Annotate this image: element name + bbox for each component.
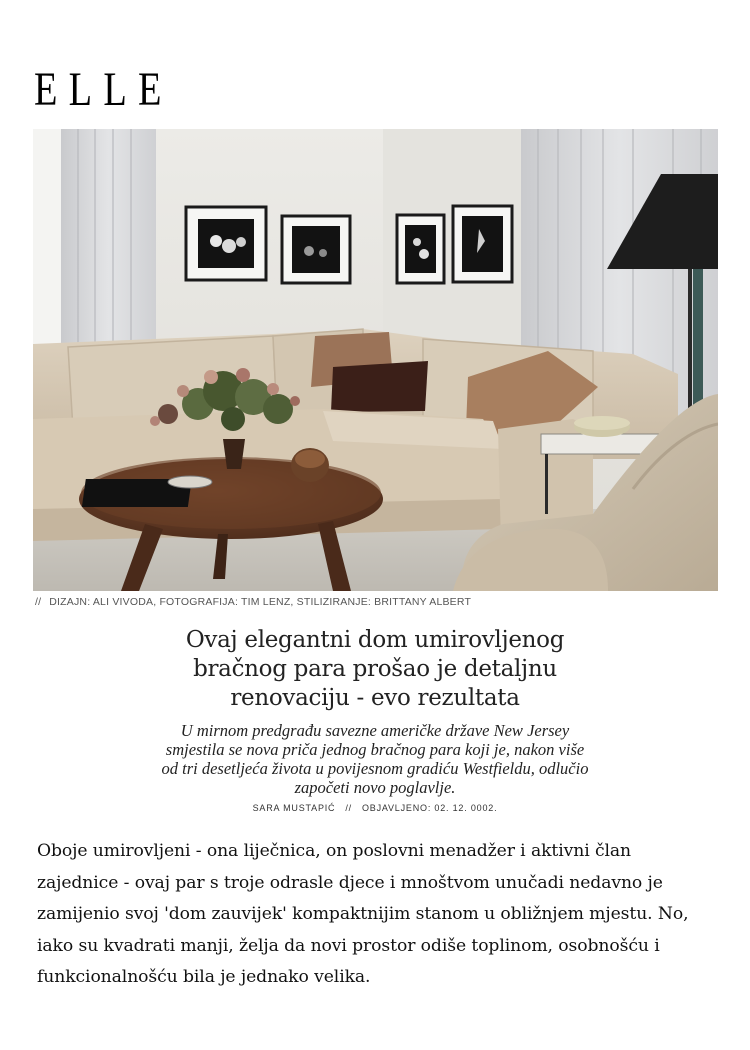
living-room-photo <box>33 129 718 591</box>
author-link[interactable]: SARA MUSTAPIĆ <box>252 803 336 813</box>
body-line: Oboje umirovljeni - ona liječnica, on poslovni menadžer i aktivni član <box>37 841 631 861</box>
elle-logo[interactable]: ELLE <box>34 63 173 116</box>
photo-credit-text: DIZAJN: ALI VIVODA, FOTOGRAFIJA: TIM LENZ, STILIZIRANJE: BRITTANY ALBERT <box>49 596 472 608</box>
headline-line: Ovaj elegantni dom umirovljenog <box>185 627 565 653</box>
hero-image <box>33 129 718 591</box>
headline-line: renovaciju - evo rezultata <box>230 685 520 711</box>
body-line: iako su kvadrati manji, želja da novi prostor odiše toplinom, osobnošću i <box>37 935 660 956</box>
photo-credit <box>35 596 471 608</box>
article-headline <box>75 626 675 713</box>
article-body <box>37 836 717 994</box>
lede-line: započeti novo poglavlje. <box>294 778 456 797</box>
byline-separator: // <box>345 803 352 813</box>
lede-line: smjestila se nova priča jednog bračnog para koji je, nakon više <box>165 740 585 759</box>
body-line: zajednice - ovaj par s troje odrasle djece i mnoštvom unučadi nedavno je <box>37 872 663 893</box>
body-line: funkcionalnošću bila je jednako velika. <box>37 967 371 987</box>
article-lede <box>120 721 630 797</box>
lede-line: U mirnom predgrađu savezne američke države New Jersey <box>180 721 570 740</box>
photo-credit-prefix: // <box>35 596 42 608</box>
body-line: zamijenio svoj 'dom zauvijek' kompaktnijim stanom u obližnjem mjestu. No, <box>37 904 689 924</box>
byline <box>75 803 675 813</box>
lede-line: od tri desetljeća života u povijesnom gradiću Westfieldu, odlučio <box>161 759 589 778</box>
publish-date: OBJAVLJENO: 02. 12. 0002. <box>361 803 498 813</box>
headline-line: bračnog para prošao je detaljnu <box>193 656 557 682</box>
